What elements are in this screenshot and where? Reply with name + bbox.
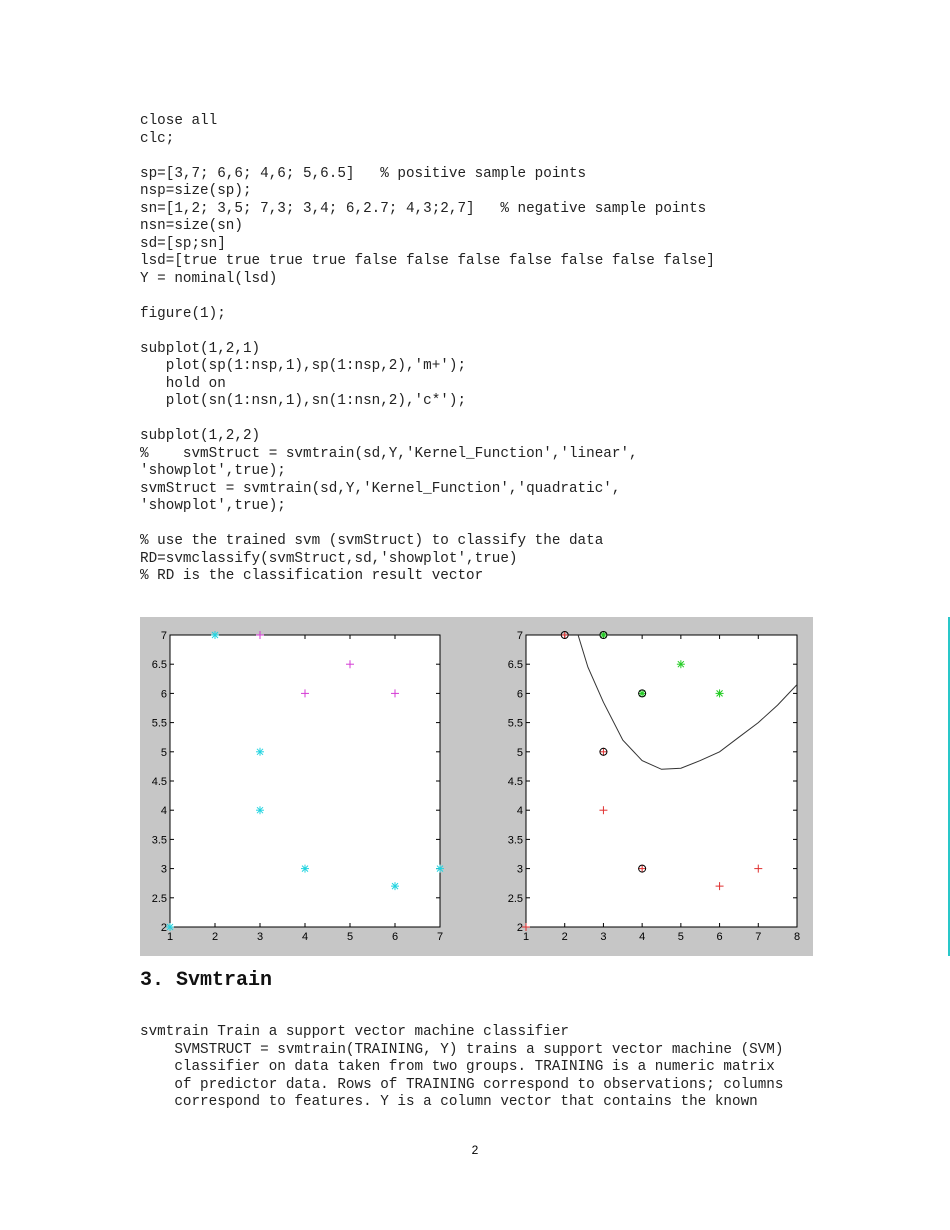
x-tick-label: 3	[600, 931, 607, 943]
star-marker	[256, 748, 264, 756]
code-line: % svmStruct = svmtrain(sd,Y,'Kernel_Function','linear',	[140, 445, 638, 462]
page-number: 2	[471, 1143, 479, 1157]
y-tick-label: 5.5	[507, 717, 523, 730]
code-line: close all	[140, 113, 218, 129]
code-line: sp=[3,7; 6,6; 4,6; 5,6.5] % positive sample points	[140, 165, 587, 182]
code-line: plot(sn(1:nsn,1),sn(1:nsn,2),'c*');	[140, 393, 467, 409]
section-number: 3.	[140, 969, 165, 992]
y-tick-label: 5.5	[151, 717, 167, 730]
x-tick-label: 4	[301, 931, 309, 943]
help-line: correspond to features. Y is a column vector that contains the known	[140, 1094, 758, 1110]
y-tick-label: 7	[160, 630, 167, 642]
y-tick-label: 2	[516, 922, 523, 934]
x-tick-label: 4	[639, 931, 646, 943]
svmtrain-help-text	[140, 1024, 783, 1112]
y-tick-label: 3.5	[507, 834, 523, 847]
code-line: clc;	[140, 130, 175, 147]
y-tick-label: 2.5	[151, 892, 167, 905]
code-line: % use the trained svm (svmStruct) to classify the data	[140, 533, 604, 549]
y-tick-label: 3	[516, 863, 523, 876]
code-line: sn=[1,2; 3,5; 7,3; 3,4; 6,2.7; 4,3;2,7] % negative sample points	[140, 200, 707, 217]
section-title: Svmtrain	[176, 969, 273, 992]
x-tick-label: 6	[391, 931, 399, 943]
code-line: % RD is the classification result vector	[140, 568, 484, 584]
y-tick-label: 6	[516, 688, 523, 701]
help-line: of predictor data. Rows of TRAINING correspond to observations; columns	[140, 1076, 784, 1093]
y-tick-label: 5	[160, 746, 167, 759]
y-tick-label: 2.5	[507, 892, 523, 905]
x-tick-label: 2	[211, 931, 219, 943]
subplot-1	[152, 630, 444, 943]
star-marker	[211, 631, 219, 639]
star-marker	[301, 865, 309, 873]
help-line: svmtrain Train a support vector machine classifier	[140, 1024, 569, 1040]
y-tick-label: 3.5	[151, 834, 167, 847]
x-tick-label: 3	[256, 931, 264, 943]
x-tick-label: 1	[166, 931, 174, 943]
star-marker	[716, 689, 724, 697]
y-tick-label: 4.5	[507, 776, 523, 788]
plot-area	[526, 635, 797, 927]
code-line: nsp=size(sp);	[140, 183, 252, 199]
y-tick-label: 7	[516, 630, 523, 642]
y-tick-label: 4	[516, 805, 523, 818]
code-line: 'showplot',true);	[140, 498, 286, 514]
y-tick-label: 4	[160, 805, 167, 818]
y-tick-label: 5	[516, 746, 523, 759]
x-tick-label: 5	[677, 931, 684, 943]
code-line: subplot(1,2,2)	[140, 428, 261, 444]
star-marker	[391, 882, 399, 890]
section-heading	[140, 969, 272, 992]
x-tick-label: 6	[716, 931, 723, 943]
code-line: RD=svmclassify(svmStruct,sd,'showplot',true)	[140, 550, 518, 567]
code-line: lsd=[true true true true false false false false false false false]	[140, 253, 715, 269]
code-line: sd=[sp;sn]	[140, 235, 226, 252]
y-tick-label: 4.5	[151, 776, 167, 788]
code-line: nsn=size(sn)	[140, 218, 243, 234]
code-line: 'showplot',true);	[140, 463, 286, 479]
x-tick-label: 1	[522, 931, 530, 943]
star-marker	[256, 806, 264, 814]
x-tick-label: 5	[346, 931, 354, 943]
star-marker	[677, 660, 685, 668]
x-tick-label: 7	[436, 931, 444, 943]
x-tick-label: 8	[793, 931, 801, 943]
x-tick-label: 7	[755, 931, 762, 943]
matlab-figure	[140, 617, 813, 956]
subplot-2	[508, 629, 800, 943]
y-tick-label: 6.5	[507, 659, 523, 672]
y-tick-label: 2	[160, 922, 167, 934]
y-tick-label: 6	[160, 688, 167, 701]
code-line: Y = nominal(lsd)	[140, 270, 278, 287]
help-line: classifier on data taken from two groups. TRAINING is a numeric matrix	[140, 1059, 775, 1075]
code-line: subplot(1,2,1)	[140, 340, 261, 357]
code-line: svmStruct = svmtrain(sd,Y,'Kernel_Function','quadratic',	[140, 480, 621, 497]
y-tick-label: 3	[160, 863, 167, 876]
star-marker	[436, 865, 444, 873]
scatter-plots	[140, 617, 813, 956]
y-tick-label: 6.5	[151, 659, 167, 672]
plot-area	[170, 635, 440, 927]
matlab-code-listing	[140, 113, 715, 586]
code-line: hold on	[140, 375, 226, 392]
x-tick-label: 2	[561, 931, 568, 943]
star-marker	[166, 923, 174, 931]
code-line: plot(sp(1:nsp,1),sp(1:nsp,2),'m+');	[140, 358, 467, 374]
help-line: SVMSTRUCT = svmtrain(TRAINING, Y) trains a support vector machine (SVM)	[140, 1041, 784, 1058]
code-line: figure(1);	[140, 305, 226, 322]
